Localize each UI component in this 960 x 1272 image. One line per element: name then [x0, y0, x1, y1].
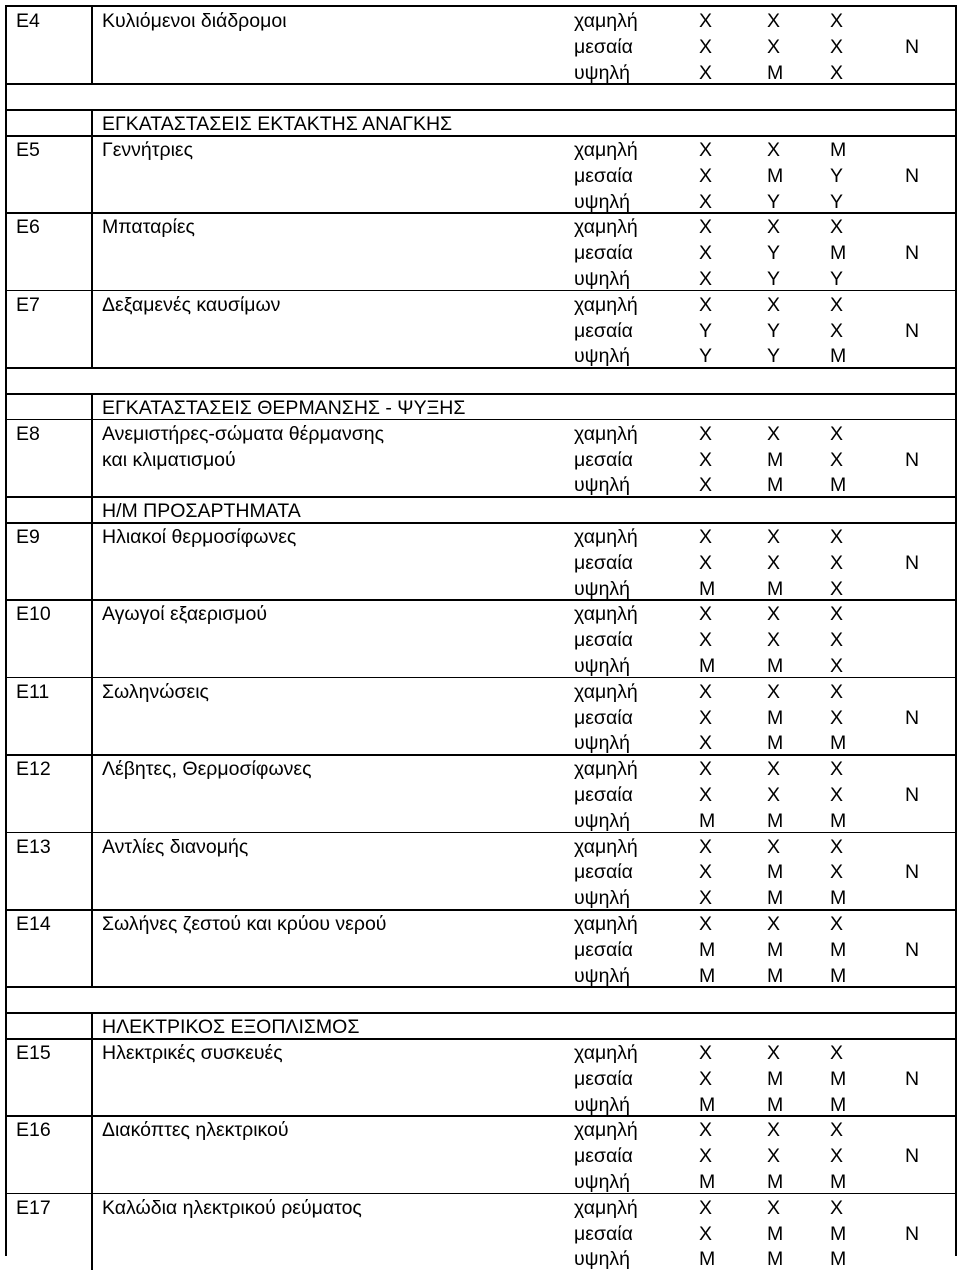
rating-value: Χ: [830, 526, 844, 548]
level-label: χαμηλή: [574, 1119, 638, 1142]
item-name: Σωληνώσεις: [102, 680, 209, 703]
level-label: μεσαία: [574, 629, 633, 652]
rating-value: Μ: [830, 964, 847, 987]
level-label: υψηλή: [574, 655, 631, 677]
column-separator: [91, 419, 93, 496]
rating-value: Χ: [830, 680, 844, 703]
column-separator: [91, 677, 93, 754]
rating-value: Χ: [767, 1196, 781, 1219]
item-code: Ε5: [16, 139, 40, 161]
rating-value: Μ: [767, 1248, 784, 1271]
rating-value: Χ: [767, 1119, 781, 1142]
rating-value: Χ: [767, 139, 781, 161]
item-name: Ηλιακοί θερμοσίφωνες: [102, 526, 297, 548]
column-separator: [91, 496, 93, 522]
rating-value: Μ: [699, 964, 716, 987]
rating-value: Μ: [699, 1093, 716, 1116]
rating-value: Μ: [830, 474, 847, 497]
rating-value: Χ: [830, 1145, 844, 1168]
rating-value: Μ: [767, 1067, 784, 1090]
level-label: υψηλή: [574, 1093, 631, 1116]
rating-value: Μ: [830, 1093, 847, 1116]
rating-value: Χ: [699, 216, 713, 239]
rating-value: Χ: [830, 1196, 844, 1219]
rating-value: Μ: [767, 964, 784, 987]
rating-value: Μ: [767, 938, 784, 961]
level-label: μεσαία: [574, 448, 633, 471]
rating-value: Χ: [699, 603, 713, 626]
rating-value: Μ: [767, 1222, 784, 1245]
level-label: χαμηλή: [574, 293, 638, 316]
rating-value: Χ: [699, 268, 713, 290]
rating-value: Χ: [830, 1042, 844, 1064]
rating-value: Μ: [830, 1067, 847, 1090]
item-code: Ε14: [16, 913, 51, 935]
item-code: Ε17: [16, 1196, 51, 1219]
flag-value: Ν: [905, 706, 920, 729]
flag-value: Ν: [905, 448, 920, 471]
item-code: Ε11: [16, 680, 50, 703]
rating-value: Μ: [830, 1171, 847, 1193]
rating-value: Μ: [699, 938, 716, 961]
item-code: Ε15: [16, 1042, 51, 1064]
flag-value: Ν: [905, 242, 920, 265]
item-name: Διακόπτες ηλεκτρικού: [102, 1119, 289, 1142]
rating-value: Μ: [767, 474, 784, 497]
level-label: υψηλή: [574, 577, 631, 600]
flag-value: Ν: [905, 35, 920, 58]
rating-value: Χ: [699, 190, 713, 213]
item-name: Σωλήνες ζεστού και κρύου νερού: [102, 913, 387, 935]
flag-value: Ν: [905, 861, 920, 884]
level-label: υψηλή: [574, 1248, 631, 1271]
rating-value: Μ: [830, 732, 847, 755]
rating-value: Μ: [767, 577, 784, 600]
rating-value: Υ: [830, 268, 844, 290]
rating-value: Χ: [699, 139, 713, 161]
level-label: χαμηλή: [574, 603, 638, 626]
rating-value: Χ: [699, 1119, 713, 1142]
flag-value: Ν: [905, 1067, 920, 1090]
column-separator: [91, 754, 93, 831]
item-code: Ε10: [16, 603, 51, 626]
level-label: υψηλή: [574, 190, 631, 213]
item-name: Καλώδια ηλεκτρικού ρεύματος: [102, 1196, 362, 1219]
column-separator: [91, 1012, 93, 1038]
rating-value: Χ: [699, 784, 713, 806]
level-label: μεσαία: [574, 784, 633, 806]
rating-value: Χ: [699, 164, 713, 187]
rating-value: Χ: [830, 603, 844, 626]
item-name: Δεξαμενές καυσίμων: [102, 293, 281, 316]
section-title: ΕΓΚΑΤΑΣΤΑΣΕΙΣ ΘΕΡΜΑΝΣΗΣ - ΨΥΞΗΣ: [102, 397, 466, 419]
rating-value: Χ: [699, 61, 713, 84]
rating-value: Μ: [767, 448, 784, 471]
rating-value: Χ: [767, 784, 781, 806]
rating-value: Υ: [767, 190, 781, 213]
rating-value: Υ: [767, 242, 781, 265]
table-right-border: [955, 5, 957, 1256]
rating-value: Χ: [830, 784, 844, 806]
rating-value: Χ: [699, 35, 713, 58]
column-separator: [91, 599, 93, 676]
item-name: Αγωγοί εξαερισμού: [102, 603, 268, 626]
column-separator: [91, 909, 93, 986]
rating-value: Χ: [830, 319, 844, 342]
rating-value: Χ: [830, 61, 844, 84]
rating-value: Χ: [699, 1145, 713, 1168]
rating-value: Μ: [699, 1248, 716, 1271]
rating-value: Μ: [830, 809, 847, 832]
rating-value: Υ: [699, 319, 713, 342]
level-label: μεσαία: [574, 551, 633, 574]
level-label: χαμηλή: [574, 526, 638, 548]
level-label: υψηλή: [574, 1171, 631, 1193]
level-label: χαμηλή: [574, 913, 638, 935]
item-code: Ε6: [16, 216, 40, 239]
rating-value: Χ: [699, 680, 713, 703]
rating-value: Υ: [767, 319, 781, 342]
rating-value: Μ: [767, 1171, 784, 1193]
level-label: υψηλή: [574, 809, 631, 832]
column-separator: [91, 393, 93, 419]
rating-value: Χ: [699, 1196, 713, 1219]
item-name: Γεννήτριες: [102, 139, 193, 161]
rating-value: Μ: [830, 242, 847, 265]
table-top-border: [5, 5, 956, 7]
rating-value: Χ: [830, 1119, 844, 1142]
section-title: ΗΛΕΚΤΡΙΚΟΣ ΕΞΟΠΛΙΣΜΟΣ: [102, 1016, 360, 1039]
row-separator: [5, 367, 956, 369]
rating-value: Μ: [830, 938, 847, 961]
item-name: Αντλίες διανομής: [102, 835, 249, 858]
rating-value: Μ: [699, 655, 716, 677]
level-label: χαμηλή: [574, 1042, 638, 1064]
rating-value: Χ: [830, 629, 844, 652]
column-separator: [91, 212, 93, 289]
rating-value: Χ: [699, 861, 713, 884]
rating-value: Χ: [830, 835, 844, 858]
rating-value: Χ: [767, 603, 781, 626]
flag-value: Ν: [905, 1145, 920, 1168]
rating-value: Μ: [830, 887, 847, 910]
level-label: χαμηλή: [574, 422, 638, 445]
column-separator: [91, 1115, 93, 1192]
rating-value: Μ: [830, 139, 847, 161]
rating-value: Μ: [767, 655, 784, 677]
rating-value: Μ: [767, 1093, 784, 1116]
level-label: χαμηλή: [574, 835, 638, 858]
level-label: μεσαία: [574, 938, 633, 961]
rating-value: Μ: [767, 732, 784, 755]
level-label: μεσαία: [574, 861, 633, 884]
level-label: χαμηλή: [574, 139, 638, 161]
column-separator: [91, 135, 93, 212]
rating-value: Χ: [767, 526, 781, 548]
rating-value: Υ: [830, 164, 844, 187]
item-code: Ε7: [16, 293, 40, 316]
level-label: χαμηλή: [574, 758, 638, 781]
rating-value: Μ: [699, 809, 716, 832]
rating-value: Χ: [699, 422, 713, 445]
item-name: και κλιματισμού: [102, 448, 236, 471]
item-code: Ε13: [16, 835, 51, 858]
level-label: χαμηλή: [574, 216, 638, 239]
rating-value: Υ: [767, 268, 781, 290]
rating-value: Μ: [699, 1171, 716, 1193]
rating-value: Χ: [830, 293, 844, 316]
flag-value: Ν: [905, 784, 920, 806]
rating-value: Χ: [767, 35, 781, 58]
rating-value: Χ: [699, 293, 713, 316]
column-separator: [91, 1038, 93, 1115]
item-name: Ηλεκτρικές συσκευές: [102, 1042, 283, 1064]
item-code: Ε16: [16, 1119, 51, 1142]
item-name: Λέβητες, Θερμοσίφωνες: [102, 758, 312, 781]
rating-value: Μ: [767, 861, 784, 884]
table-left-border: [5, 5, 7, 1256]
rating-value: Χ: [767, 758, 781, 781]
rating-value: Μ: [830, 1222, 847, 1245]
rating-value: Υ: [699, 345, 713, 368]
rating-value: Μ: [830, 345, 847, 368]
rating-value: Χ: [699, 526, 713, 548]
rating-value: Χ: [699, 1222, 713, 1245]
rating-value: Χ: [767, 10, 781, 32]
rating-value: Υ: [830, 190, 844, 213]
rating-value: Μ: [767, 706, 784, 729]
level-label: μεσαία: [574, 1145, 633, 1168]
rating-value: Χ: [830, 551, 844, 574]
rating-value: Μ: [767, 809, 784, 832]
item-code: Ε12: [16, 758, 51, 781]
flag-value: Ν: [905, 938, 920, 961]
level-label: υψηλή: [574, 268, 631, 290]
rating-value: Χ: [830, 422, 844, 445]
rating-value: Χ: [699, 913, 713, 935]
rating-value: Χ: [767, 1145, 781, 1168]
rating-value: Χ: [699, 887, 713, 910]
rating-value: Χ: [767, 422, 781, 445]
rating-value: Χ: [830, 10, 844, 32]
rating-value: Χ: [699, 551, 713, 574]
rating-value: Χ: [767, 293, 781, 316]
level-label: υψηλή: [574, 964, 631, 987]
rating-value: Χ: [699, 474, 713, 497]
level-label: μεσαία: [574, 319, 633, 342]
column-separator: [91, 522, 93, 599]
level-label: μεσαία: [574, 242, 633, 265]
row-separator: [5, 986, 956, 988]
rating-value: Χ: [830, 448, 844, 471]
level-label: χαμηλή: [574, 680, 638, 703]
rating-value: Μ: [767, 164, 784, 187]
rating-value: Υ: [767, 345, 781, 368]
rating-value: Χ: [830, 35, 844, 58]
rating-value: Χ: [830, 216, 844, 239]
section-title: Η/Μ ΠΡΟΣΑΡΤΗΜΑΤΑ: [102, 500, 301, 523]
column-separator: [91, 832, 93, 909]
rating-value: Χ: [699, 1042, 713, 1064]
item-code: Ε8: [16, 422, 40, 445]
level-label: υψηλή: [574, 474, 631, 497]
level-label: μεσαία: [574, 164, 633, 187]
rating-value: Χ: [699, 448, 713, 471]
rating-value: Χ: [699, 706, 713, 729]
section-title: ΕΓΚΑΤΑΣΤΑΣΕΙΣ ΕΚΤΑΚΤΗΣ ΑΝΑΓΚΗΣ: [102, 113, 453, 136]
level-label: χαμηλή: [574, 10, 638, 32]
column-separator: [91, 1193, 93, 1270]
level-label: υψηλή: [574, 345, 631, 368]
level-label: υψηλή: [574, 61, 631, 84]
rating-value: Μ: [767, 887, 784, 910]
rating-value: Χ: [767, 835, 781, 858]
rating-value: Χ: [767, 680, 781, 703]
column-separator: [91, 6, 93, 83]
rating-value: Χ: [767, 629, 781, 652]
flag-value: Ν: [905, 1222, 920, 1245]
rating-value: Χ: [830, 913, 844, 935]
rating-value: Μ: [767, 61, 784, 84]
level-label: μεσαία: [574, 35, 633, 58]
level-label: υψηλή: [574, 732, 631, 755]
rating-value: Χ: [767, 216, 781, 239]
rating-value: Χ: [830, 758, 844, 781]
rating-value: Χ: [830, 706, 844, 729]
column-separator: [91, 290, 93, 367]
rating-value: Χ: [767, 551, 781, 574]
rating-value: Χ: [699, 629, 713, 652]
level-label: μεσαία: [574, 1067, 633, 1090]
level-label: μεσαία: [574, 1222, 633, 1245]
rating-value: Χ: [830, 577, 844, 600]
flag-value: Ν: [905, 551, 920, 574]
row-separator: [5, 83, 956, 85]
rating-value: Χ: [699, 1067, 713, 1090]
rating-value: Μ: [699, 577, 716, 600]
rating-value: Χ: [830, 655, 844, 677]
level-label: μεσαία: [574, 706, 633, 729]
column-separator: [91, 109, 93, 135]
rating-value: Χ: [699, 758, 713, 781]
rating-value: Χ: [767, 1042, 781, 1064]
flag-value: Ν: [905, 164, 920, 187]
level-label: χαμηλή: [574, 1196, 638, 1219]
rating-value: Μ: [830, 1248, 847, 1271]
rating-value: Χ: [767, 913, 781, 935]
rating-value: Χ: [699, 10, 713, 32]
rating-value: Χ: [699, 242, 713, 265]
item-code: Ε9: [16, 526, 40, 548]
rating-value: Χ: [699, 835, 713, 858]
item-name: Κυλιόμενοι διάδρομοι: [102, 10, 287, 32]
item-code: Ε4: [16, 10, 40, 32]
item-name: Μπαταρίες: [102, 216, 195, 239]
item-name: Ανεμιστήρες-σώματα θέρμανσης: [102, 422, 384, 445]
flag-value: Ν: [905, 319, 920, 342]
rating-value: Χ: [699, 732, 713, 755]
rating-value: Χ: [830, 861, 844, 884]
level-label: υψηλή: [574, 887, 631, 910]
